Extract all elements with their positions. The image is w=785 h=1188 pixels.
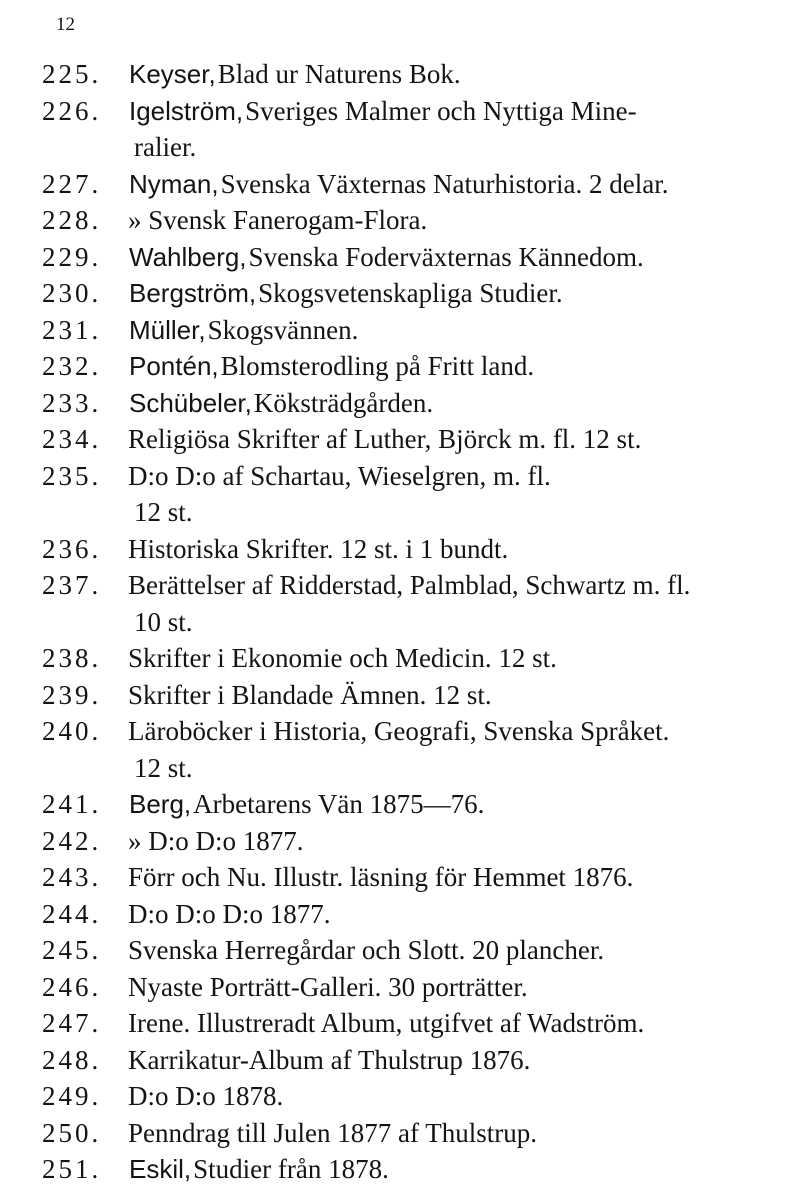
- catalogue-entry: [42, 823, 742, 860]
- entry-number: 244.: [42, 898, 102, 929]
- entry-title: Förr och Nu. Illustr. läsning för Hemmet 1876.: [128, 862, 634, 892]
- entry-title: Berättelser af Ridderstad, Palmblad, Schwartz m. fl.: [128, 570, 691, 600]
- entry-number: 243.: [42, 862, 102, 892]
- entry-title: D:o D:o af Schartau, Wieselgren, m. fl.: [128, 460, 551, 491]
- entry-line: [42, 859, 742, 896]
- entry-number: 238.: [42, 643, 102, 673]
- entry-number: 225.: [42, 59, 102, 89]
- entry-line: [42, 1005, 742, 1042]
- entry-author: Pontén,: [129, 351, 219, 381]
- catalogue-list: [42, 56, 742, 1188]
- entry-line: [42, 56, 742, 93]
- entry-author: Wahlberg,: [129, 241, 247, 272]
- entry-line: [42, 713, 742, 750]
- catalogue-entry: [42, 312, 742, 349]
- catalogue-entry: [42, 713, 742, 786]
- entry-title: D:o D:o 1878.: [128, 1081, 284, 1111]
- entry-title: Köksträdgården.: [253, 387, 434, 418]
- entry-number: 232.: [42, 351, 102, 381]
- catalogue-entry: [42, 458, 742, 531]
- entry-line: [42, 1151, 742, 1188]
- entry-number: 226.: [42, 95, 102, 126]
- entry-number: 246.: [42, 971, 102, 1002]
- entry-number: 235.: [42, 460, 102, 491]
- entry-line: [42, 932, 742, 969]
- catalogue-entry: [42, 640, 742, 677]
- entry-author: Nyman,: [129, 168, 219, 199]
- catalogue-entry: [42, 275, 742, 312]
- entry-title: Religiösa Skrifter af Luther, Björck m. fl. 12 st.: [128, 424, 642, 454]
- entry-line: [42, 421, 742, 458]
- entry-author: Keyser,: [129, 59, 216, 89]
- entry-line: [42, 786, 742, 823]
- entry-number: 250.: [42, 1117, 102, 1148]
- entry-title: Skogsvännen.: [207, 314, 359, 345]
- entry-number: 227.: [42, 168, 102, 199]
- entry-number: 234.: [42, 424, 102, 454]
- entry-line: [42, 531, 742, 568]
- entry-number: 236.: [42, 533, 102, 564]
- entry-title: Studier från 1878.: [193, 1154, 389, 1184]
- catalogue-entry: [42, 786, 742, 823]
- entry-line: [42, 823, 742, 860]
- entry-title: » Svensk Fanerogam-Flora.: [128, 205, 428, 235]
- catalogue-entry: [42, 385, 742, 422]
- entry-line: [42, 239, 742, 276]
- entry-title: Irene. Illustreradt Album, utgifvet af Wadström.: [128, 1008, 645, 1038]
- entry-continuation: 12 st.: [134, 497, 193, 527]
- entry-line: [42, 385, 742, 422]
- entry-title: Blomsterodling på Fritt land.: [220, 351, 535, 381]
- entry-title: Blad ur Naturens Bok.: [217, 59, 461, 89]
- catalogue-entry: [42, 932, 742, 969]
- catalogue-entry: [42, 166, 742, 203]
- entry-continuation: ralier.: [134, 132, 197, 162]
- entry-line: [42, 458, 742, 495]
- catalogue-entry: [42, 567, 742, 640]
- entry-title: Svenska Växternas Naturhistoria. 2 delar.: [220, 168, 669, 199]
- entry-number: 248.: [42, 1044, 102, 1075]
- catalogue-entry: [42, 896, 742, 933]
- entry-number: 233.: [42, 387, 102, 418]
- entry-number: 228.: [42, 205, 102, 235]
- entry-continuation: 10 st.: [134, 606, 193, 637]
- entry-number: 230.: [42, 278, 102, 308]
- entry-title: Skrifter i Blandade Ämnen. 12 st.: [128, 679, 492, 710]
- entry-number: 240.: [42, 716, 102, 746]
- entry-number: 247.: [42, 1008, 102, 1038]
- entry-line: [42, 640, 742, 677]
- entry-number: 231.: [42, 314, 102, 345]
- entry-line: [42, 1115, 742, 1152]
- catalogue-entry: [42, 348, 742, 385]
- entry-number: 242.: [42, 825, 102, 856]
- entry-number: 241.: [42, 789, 102, 819]
- page-number: 12: [56, 14, 75, 35]
- entry-number: 245.: [42, 935, 102, 965]
- entry-line: [42, 166, 742, 203]
- entry-line: [42, 275, 742, 312]
- catalogue-entry: [42, 202, 742, 239]
- catalogue-entry: [42, 1078, 742, 1115]
- entry-line: [42, 312, 742, 349]
- entry-line: [42, 1042, 742, 1079]
- entry-title: Arbetarens Vän 1875—76.: [193, 789, 485, 819]
- entry-number: 239.: [42, 679, 102, 710]
- catalogue-entry: [42, 1115, 742, 1152]
- entry-title: Karrikatur-Album af Thulstrup 1876.: [128, 1044, 531, 1075]
- entry-title: Svenska Herregårdar och Slott. 20 plancher.: [128, 935, 605, 965]
- catalogue-entry: [42, 93, 742, 166]
- catalogue-entry: [42, 1151, 742, 1188]
- entry-line: [42, 1078, 742, 1115]
- entry-line: [42, 93, 742, 130]
- catalogue-entry: [42, 1005, 742, 1042]
- catalogue-entry: [42, 677, 742, 714]
- entry-title: D:o D:o D:o 1877.: [128, 898, 331, 929]
- catalogue-entry: [42, 421, 742, 458]
- entry-title: Historiska Skrifter. 12 st. i 1 bundt.: [128, 533, 509, 564]
- entry-author: Bergström,: [129, 278, 257, 308]
- entry-author: Eskil,: [129, 1154, 192, 1184]
- catalogue-entry: [42, 56, 742, 93]
- entry-title: Skrifter i Ekonomie och Medicin. 12 st.: [128, 643, 557, 673]
- catalogue-entry: [42, 531, 742, 568]
- entry-title: Skogsvetenskapliga Studier.: [258, 278, 563, 308]
- entry-line: [42, 567, 742, 604]
- entry-line: [42, 202, 742, 239]
- entry-number: 229.: [42, 241, 102, 272]
- catalogue-entry: [42, 1042, 742, 1079]
- entry-title: Nyaste Porträtt-Galleri. 30 porträtter.: [128, 971, 528, 1002]
- entry-line: [42, 896, 742, 933]
- entry-title: Sveriges Malmer och Nyttiga Mine-: [245, 95, 637, 126]
- entry-title: Svenska Foderväxternas Kännedom.: [248, 241, 644, 272]
- entry-number: 249.: [42, 1081, 102, 1111]
- entry-line: [42, 677, 742, 714]
- catalogue-entry: [42, 969, 742, 1006]
- entry-number: 251.: [42, 1154, 102, 1184]
- entry-title: Läroböcker i Historia, Geografi, Svenska Språket.: [128, 716, 670, 746]
- entry-author: Müller,: [129, 314, 206, 345]
- entry-title: Penndrag till Julen 1877 af Thulstrup.: [128, 1117, 537, 1148]
- entry-number: 237.: [42, 570, 102, 600]
- catalogue-entry: [42, 859, 742, 896]
- entry-line: [42, 348, 742, 385]
- entry-author: Igelström,: [129, 95, 244, 126]
- entry-line: [42, 969, 742, 1006]
- catalogue-entry: [42, 239, 742, 276]
- entry-author: Berg,: [129, 789, 192, 819]
- entry-author: Schübeler,: [129, 387, 252, 418]
- entry-title: » D:o D:o 1877.: [128, 825, 304, 856]
- entry-continuation: 12 st.: [134, 752, 193, 783]
